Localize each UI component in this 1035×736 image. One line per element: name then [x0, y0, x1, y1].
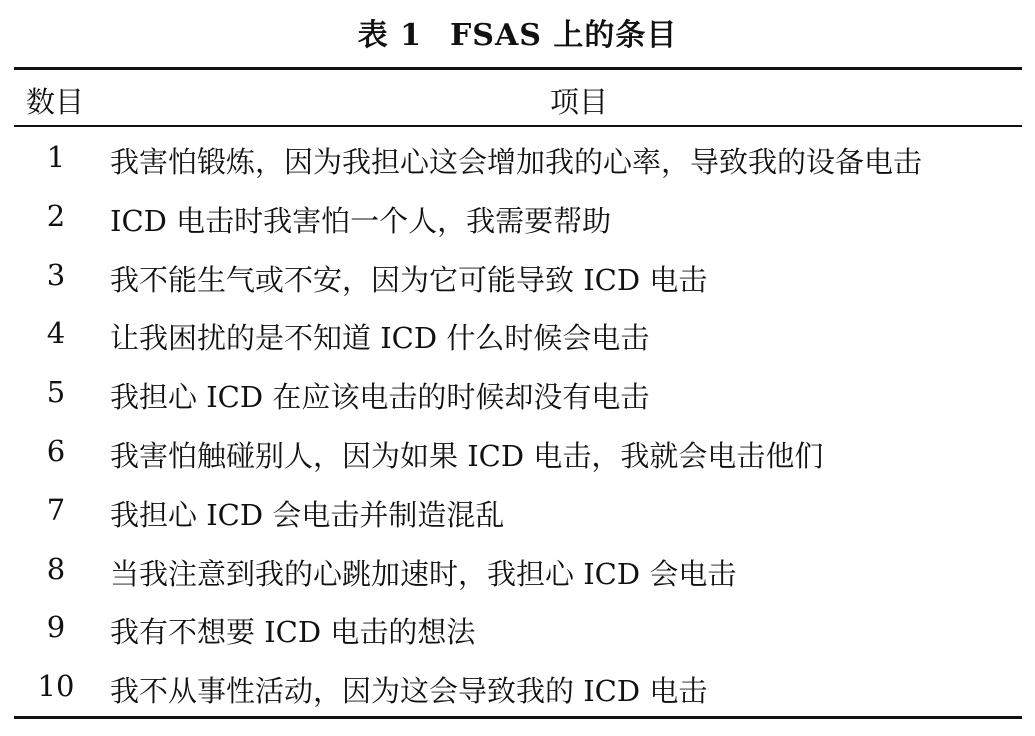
row-item-text: 我担心 ICD 在应该电击的时候却没有电击	[110, 380, 650, 415]
table-caption	[0, 10, 1035, 54]
header-item: 项目	[549, 85, 608, 119]
table-row	[14, 599, 1022, 658]
table-row	[14, 423, 1022, 482]
bottom-rule	[14, 716, 1022, 719]
row-number: 2	[46, 198, 66, 233]
row-item-text: 让我困扰的是不知道 ICD 什么时候会电击	[110, 321, 650, 356]
row-item-text: 我不能生气或不安，因为它可能导致 ICD 电击	[110, 262, 708, 297]
table-caption-label: 表 1	[357, 18, 422, 53]
table-row	[14, 129, 1022, 188]
top-rule	[14, 67, 1022, 70]
row-number: 6	[46, 433, 66, 468]
table-header	[14, 72, 1022, 124]
row-item-text: 我有不想要 ICD 电击的想法	[110, 615, 476, 650]
header-number: 数目	[26, 85, 85, 119]
table-row	[14, 364, 1022, 423]
table-body	[14, 129, 1022, 717]
row-number: 5	[46, 375, 66, 410]
table-row	[14, 188, 1022, 247]
row-number: 7	[46, 492, 66, 527]
table-row	[14, 658, 1022, 717]
row-item-text: 当我注意到我的心跳加速时，我担心 ICD 会电击	[110, 556, 737, 591]
row-number: 1	[46, 140, 66, 174]
row-item-text: 我害怕锻炼，因为我担心这会增加我的心率，导致我的设备电击	[110, 145, 923, 179]
row-number: 4	[46, 316, 66, 351]
row-number: 9	[46, 610, 66, 645]
row-number: 3	[46, 257, 66, 292]
row-item-text: 我不从事性活动，因为这会导致我的 ICD 电击	[110, 674, 708, 709]
row-item-text: 我担心 ICD 会电击并制造混乱	[110, 497, 505, 532]
table-caption-title: FSAS 上的条目	[449, 18, 678, 53]
header-rule	[14, 125, 1022, 127]
row-number: 8	[46, 551, 66, 586]
table-row	[14, 247, 1022, 306]
table-row	[14, 482, 1022, 541]
row-item-text: 我害怕触碰别人，因为如果 ICD 电击，我就会电击他们	[110, 438, 824, 473]
row-item-text: ICD 电击时我害怕一个人，我需要帮助	[110, 203, 612, 238]
table-row	[14, 305, 1022, 364]
table-row	[14, 541, 1022, 600]
row-number: 10	[37, 669, 75, 704]
